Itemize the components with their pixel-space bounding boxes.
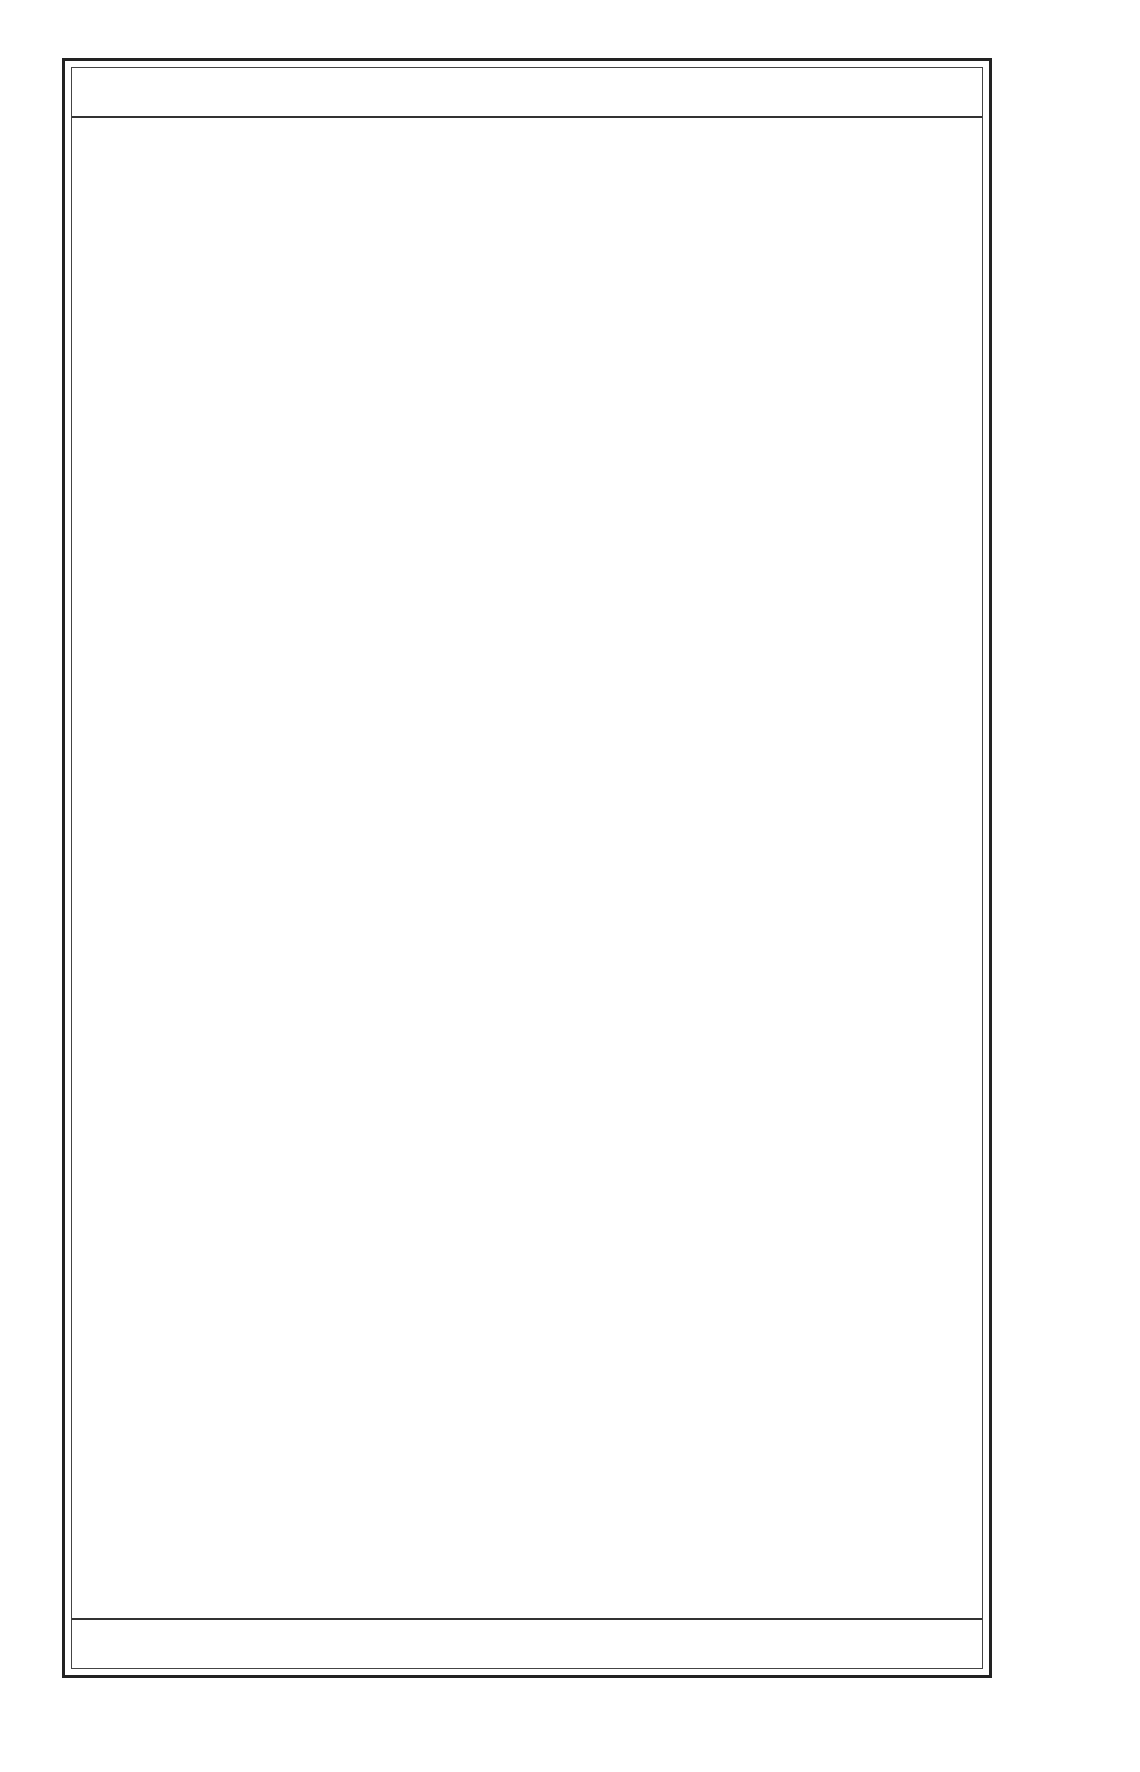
log-sine-table (71, 67, 983, 1669)
table-frame (62, 58, 992, 1678)
top-header-row (72, 68, 982, 118)
bottom-header-row (72, 1618, 982, 1668)
table-body (72, 122, 982, 1614)
